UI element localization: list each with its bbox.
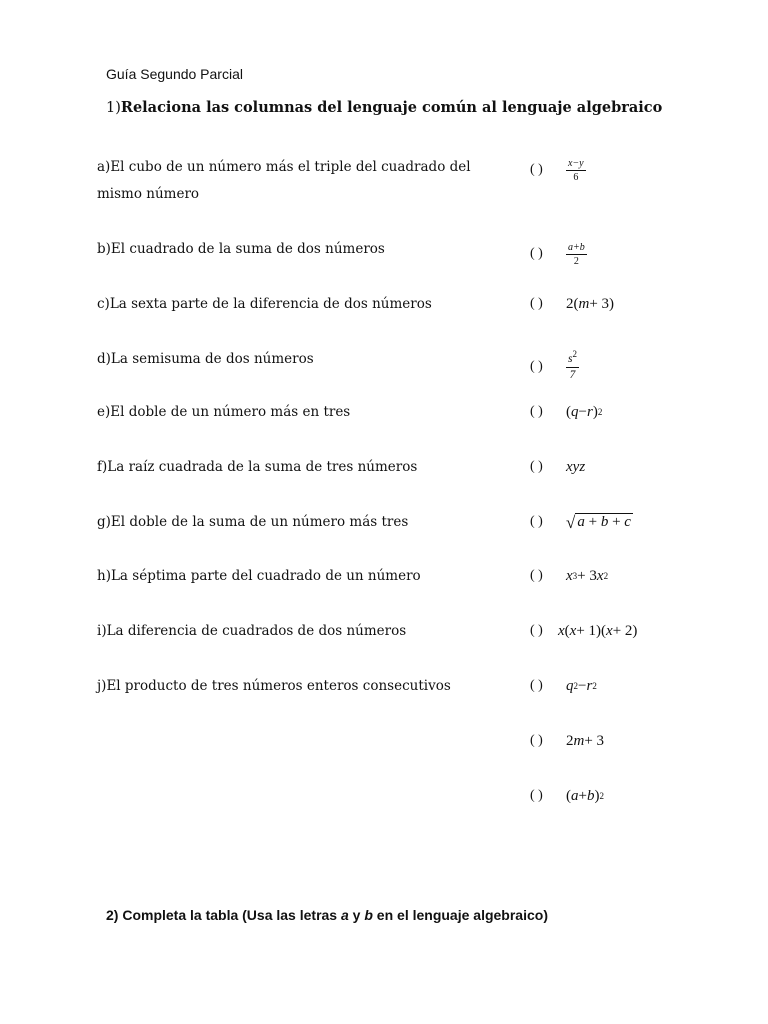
expression: 2( m + 3) — [566, 295, 615, 312]
option-1 — [530, 155, 586, 185]
answer-blank[interactable]: ( ) — [530, 459, 543, 474]
statement-letter: e) — [97, 404, 111, 420]
answer-blank[interactable]: ( ) — [530, 568, 543, 583]
statement-letter: c) — [97, 296, 110, 312]
square-root-expression: √ a + b + c — [566, 513, 631, 532]
statement-text: La séptima parte del cuadrado de un número — [110, 568, 421, 584]
statement-i — [97, 618, 507, 645]
answer-blank[interactable]: ( ) — [530, 359, 543, 374]
expression: ( q − r ) 2 — [566, 403, 603, 420]
question-1-number: 1) — [106, 100, 121, 116]
fraction-denominator: 6 — [573, 171, 579, 183]
option-5 — [530, 397, 602, 427]
answer-blank[interactable]: ( ) — [530, 514, 543, 529]
option-4 — [530, 348, 579, 382]
question-1-heading — [106, 99, 662, 116]
statement-c — [97, 291, 507, 318]
fraction-denominator: 2 — [573, 255, 579, 267]
answer-blank[interactable]: ( ) — [530, 404, 543, 419]
statement-letter: f) — [97, 459, 108, 475]
answer-blank[interactable]: ( ) — [530, 162, 543, 177]
fraction-denominator: 7 — [569, 368, 576, 381]
question-1-text: Relaciona las columnas del lenguaje común al lenguaje algebraico — [120, 99, 663, 116]
answer-blank[interactable]: ( ) — [530, 678, 543, 693]
option-6 — [530, 452, 585, 482]
expression: x 3 + 3 x 2 — [566, 567, 609, 584]
statement-letter: h) — [97, 568, 111, 584]
statement-d — [97, 346, 507, 373]
expression: q 2 − r 2 — [566, 677, 597, 694]
statement-text: La raíz cuadrada de la suma de tres números — [107, 459, 418, 475]
answer-blank[interactable]: ( ) — [530, 623, 543, 638]
statement-text: El doble de un número más en tres — [110, 404, 351, 420]
statement-f — [97, 454, 507, 481]
statement-text: La sexta parte de la diferencia de dos números — [109, 296, 432, 312]
statement-letter: i) — [97, 623, 107, 639]
option-2 — [530, 239, 587, 269]
fraction-numerator: a+b — [568, 241, 585, 253]
expression: 2 m + 3 — [566, 732, 605, 749]
option-11 — [530, 726, 604, 756]
statement-j — [97, 673, 507, 700]
answer-blank[interactable]: ( ) — [530, 246, 543, 261]
statement-letter: b) — [97, 241, 111, 257]
fraction-numerator: x−y — [568, 157, 584, 169]
answer-blank[interactable]: ( ) — [530, 733, 543, 748]
statement-text: El producto de tres números enteros consecutivos — [106, 678, 451, 694]
statement-letter: g) — [97, 514, 111, 530]
expression: x ( x + 1)( x + 2) — [558, 622, 638, 639]
statement-text: La diferencia de cuadrados de dos números — [106, 623, 407, 639]
option-9 — [530, 616, 637, 646]
statement-text: El doble de la suma de un número más tres — [110, 514, 409, 530]
statement-letter: j) — [97, 678, 107, 694]
fraction — [566, 158, 586, 183]
fraction — [566, 348, 579, 382]
fraction — [566, 242, 587, 267]
radical-sign: √ — [566, 513, 576, 532]
answer-blank[interactable]: ( ) — [530, 788, 543, 803]
option-3 — [530, 289, 614, 319]
statement-text: El cubo de un número más el triple del cuadrado del mismo número — [97, 159, 471, 202]
statement-e — [97, 399, 507, 426]
option-10 — [530, 671, 597, 701]
answer-blank[interactable]: ( ) — [530, 296, 543, 311]
statement-letter: a) — [97, 159, 111, 175]
statement-letter: d) — [97, 351, 111, 367]
expression: ( a + b ) 2 — [566, 787, 604, 804]
statement-b — [97, 236, 507, 263]
statement-a — [97, 154, 507, 208]
statement-g — [97, 509, 507, 536]
expression: xyz — [566, 458, 586, 475]
option-12 — [530, 781, 604, 811]
question-2-heading: 2) Completa la tabla (Usa las letras a y b en el lenguaje algebraico) — [106, 907, 548, 923]
statement-h — [97, 563, 507, 590]
page-title: Guía Segundo Parcial — [106, 66, 243, 82]
statement-text: El cuadrado de la suma de dos números — [110, 241, 385, 257]
fraction-numerator: $s^2$ — [566, 353, 579, 368]
statement-text: La semisuma de dos números — [110, 351, 314, 367]
option-7 — [530, 507, 633, 537]
option-8 — [530, 561, 608, 591]
